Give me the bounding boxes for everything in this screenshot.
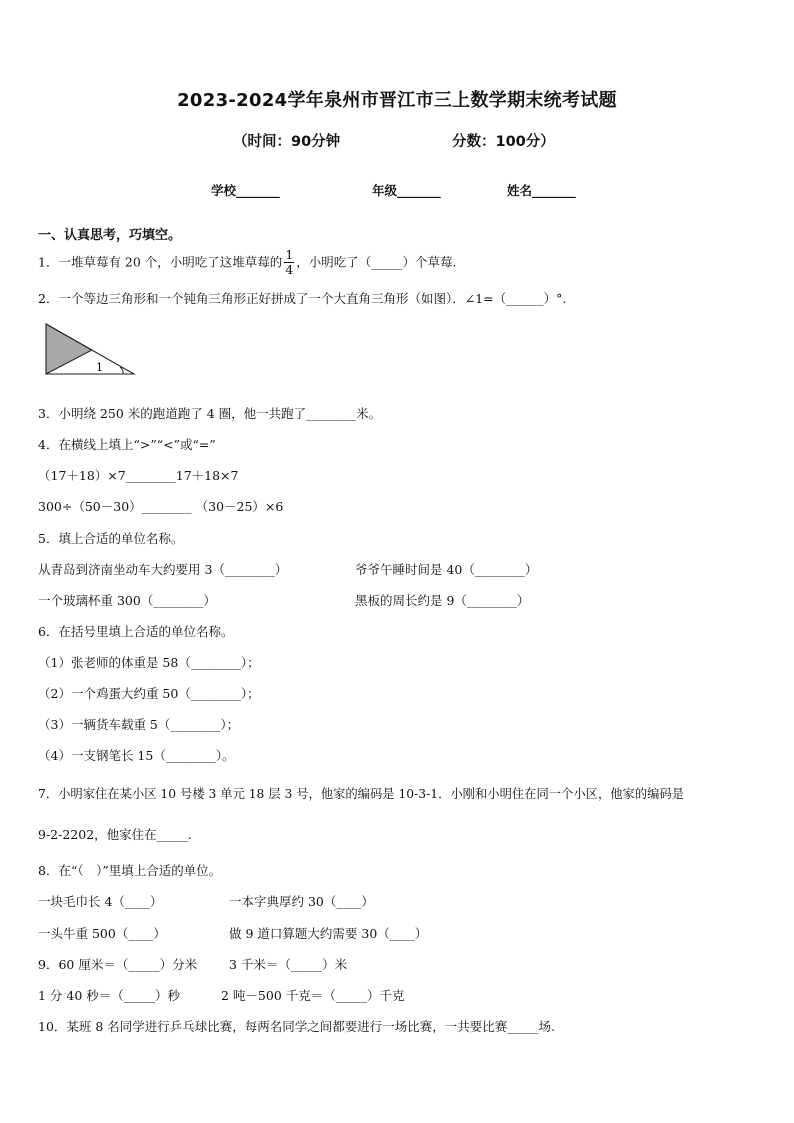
question-6-item-2: （2）一个鸡蛋大约重 50（________）； <box>38 686 260 701</box>
question-7-line-1: 7．小明家住在某小区 10 号楼 3 单元 18 层 3 号，他家的编码是 10-3-1．小刚和小明住在同一个小区，他家的编码是 <box>38 787 685 801</box>
question-8: 8．在“（ ）”里填上合适的单位。 <box>38 863 222 878</box>
question-8-c: 一头牛重 500（____） <box>38 926 166 941</box>
question-1 <box>38 248 457 277</box>
question-10: 10．某班 8 名同学进行乒乓球比赛，每两名同学之间都要进行一场比赛，一共要比赛_____场. <box>38 1019 556 1034</box>
question-6-item-4: （4）一支钢笔长 15（________）。 <box>38 748 235 763</box>
question-8-d: 做 9 道口算题大约需要 30（____） <box>229 926 428 941</box>
question-9-b: 3 千米＝（_____）米 <box>229 957 348 972</box>
question-5: 5．填上合适的单位名称。 <box>38 531 184 546</box>
school-field: 学校_______ <box>211 183 280 198</box>
equilateral-triangle <box>46 324 92 374</box>
question-4-b: 300÷（50－30）________ （30－25）×6 <box>38 499 284 514</box>
question-6: 6．在括号里填上合适的单位名称。 <box>38 624 234 639</box>
question-1-before: 1．一堆草莓有 20 个，小明吃了这堆草莓的 <box>38 254 283 270</box>
question-7-line-2: 9-2-2202，他家住在_____. <box>38 827 192 842</box>
question-1-after: ，小明吃了（_____）个草莓. <box>296 254 457 270</box>
section-heading: 一、认真思考，巧填空。 <box>38 228 182 243</box>
angle-label: 1 <box>96 361 103 374</box>
exam-score: 分数：100分） <box>452 134 555 150</box>
question-5-a: 从青岛到济南坐动车大约要用 3（________） <box>38 562 288 577</box>
question-6-item-1: （1）张老师的体重是 58（________）； <box>38 655 260 670</box>
question-4: 4．在横线上填上“>”“<”或“=” <box>38 437 216 452</box>
exam-time: （时间：90分钟 <box>233 134 341 150</box>
question-5-b: 爷爷午睡时间是 40（________） <box>355 562 538 577</box>
question-8-a: 一块毛巾长 4（____） <box>38 894 163 909</box>
grade-field: 年级_______ <box>372 183 441 198</box>
fraction-numerator: 1 <box>285 247 294 262</box>
question-5-d: 黑板的周长约是 9（________） <box>355 593 530 608</box>
question-6-item-3: （3）一辆货车载重 5（________）； <box>38 717 240 732</box>
fraction <box>284 248 294 277</box>
fraction-denominator: 4 <box>285 262 294 277</box>
question-8-b: 一本字典厚约 30（____） <box>229 894 374 909</box>
question-4-a: （17＋18）×7________17＋18×7 <box>38 468 239 483</box>
question-3: 3．小明绕 250 米的跑道跑了 4 圈，他一共跑了________米。 <box>38 406 382 421</box>
question-9-c: 1 分 40 秒＝（_____）秒 <box>38 988 181 1003</box>
page-title: 2023-2024学年泉州市晋江市三上数学期末统考试题 <box>177 90 617 111</box>
question-5-c: 一个玻璃杯重 300（________） <box>38 593 216 608</box>
question-9-a: 9．60 厘米＝（_____）分米 <box>38 957 198 972</box>
triangle-figure <box>40 320 140 380</box>
name-field: 姓名_______ <box>507 183 576 198</box>
question-2: 2．一个等边三角形和一个钝角三角形正好拼成了一个大直角三角形（如图）．∠1=（______）°. <box>38 291 567 306</box>
question-9-d: 2 吨－500 千克＝（_____）千克 <box>221 988 405 1003</box>
